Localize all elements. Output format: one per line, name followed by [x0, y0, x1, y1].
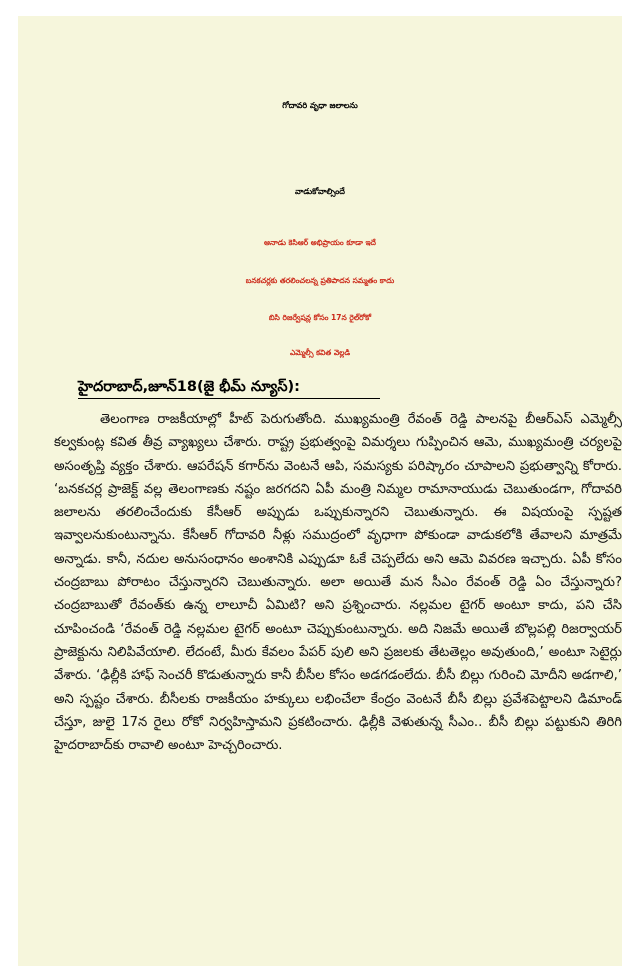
- subheading-2: బనకచర్లకు తరలించలన్న ప్రతిపాదన సమ్మతం కాదు: [245, 276, 395, 285]
- newspaper-clipping: [18, 16, 622, 966]
- dateline: హైదరాబాద్,జూన్18(జై భీమ్ న్యూస్):: [78, 379, 300, 395]
- subheading-1: ఆనాడు కెసిఆర్ అభిప్రాయం కూడా ఇదే: [264, 238, 376, 247]
- article-body: [54, 408, 622, 956]
- dateline-underline: [78, 398, 380, 399]
- headline-line-2: వాడుకోవాల్సిందే: [295, 187, 345, 196]
- headline-line-1: గోదావరి వృధా జలాలను: [282, 101, 358, 110]
- subheading-3: బిసి రిజర్వేషన్ల కోసం 17న రైల్‌రోకో: [268, 313, 372, 322]
- subheading-4: ఎమ్మెల్సీ కవిత వెల్లడి: [289, 348, 351, 357]
- article-body-paragraph: తెలంగాణ రాజకీయాల్లో హీట్ పెరుగుతోంది. ముఖ్యమంత్రి రేవంత్ రెడ్డి పాలనపై బీఆర్ఎస్ ఎమ్మెల్సీ కల్వకుంట్ల కవిత తీవ్ర వ్యాఖ్యలు చేశారు. రాష్ట్ర ప్రభుత్వంపై విమర్శలు గుప్పించిన ఆమె, ముఖ్యమంత్రి చర్యలపై అసంతృప్తి వ్యక్తం చేశారు. ఆపరేషన్ కగార్‌ను వెంటనే ఆపి, సమస్యకు పరిష్కారం చూపాలని ప్రభుత్వాన్ని కోరారు. ‘బనకచర్ల ప్రాజెక్ట్ వల్ల తెలంగాణకు నష్టం జరగదని ఏపీ మంత్రి నిమ్మల రామానాయుడు చెబుతుండగా, గోదావరి జలాలను తరలించేందుకు కేసీఆర్ అప్పుడు ఒప్పుకున్నారని చెబుతున్నారు. ఈ విషయంపై స్పష్టత ఇవ్వాలనుకుంటున్నాను. కేసీఆర్ గోదావరి నీళ్లు సముద్రంలో వృధాగా పోకుండా వాడుకలోకి తేవాలని మాత్రమే అన్నాడు. కానీ, నదుల అనుసంధానం అంశానికి ఎప్పుడూ ఓకే చెప్పలేదు అని ఆమె వివరణ ఇచ్చారు. ఏపీ కోసం చంద్రబాబు పోరాటం చేస్తున్నారని చెబుతున్నారు. అలా అయితే మన సీఎం రేవంత్ రెడ్డి ఏం చేస్తున్నారు? చంద్రబాబుతో రేవంత్‌కు ఉన్న లాలూచీ ఏమిటి? అని ప్రశ్నించారు. నల్లమల టైగర్ అంటూ కాదు, పని చేసి చూపించండి ‘రేవంత్ రెడ్డి నల్లమల టైగర్ అంటూ చెప్పుకుంటున్నారు. అది నిజమే అయితే బొల్లపల్లి రిజర్వాయర్ ప్రాజెక్టును నిలిపివేయాలి. లేదంటే, మీరు కేవలం పేపర్ పులి అని ప్రజలకు తేటతెల్లం అవుతుంది,’ అంటూ సెటైర్లు వేశారు. ‘ఢిల్లీకి హాఫ్ సెంచరీ కొడుతున్నారు కానీ బీసీల కోసం అడగడంలేదు. బీసీ బిల్లు గురించి మోదీని అడగాలి,’ అని స్పష్టం చేశారు. బీసీలకు రాజకీయం హక్కులు లభించేలా కేంద్రం వెంటనే బీసీ బిల్లు ప్రవేశపెట్టాలని డిమాండ్ చేస్తూ, జులై 17న రైలు రోకో నిర్వహిస్తామని ప్రకటించారు. ఢిల్లీకి వెళుతున్న సీఎం.. బీసీ బిల్లు పట్టుకుని తిరిగి హైదరాబాద్‌కు రావాలి అంటూ హెచ్చరించారు.: [54, 412, 622, 754]
